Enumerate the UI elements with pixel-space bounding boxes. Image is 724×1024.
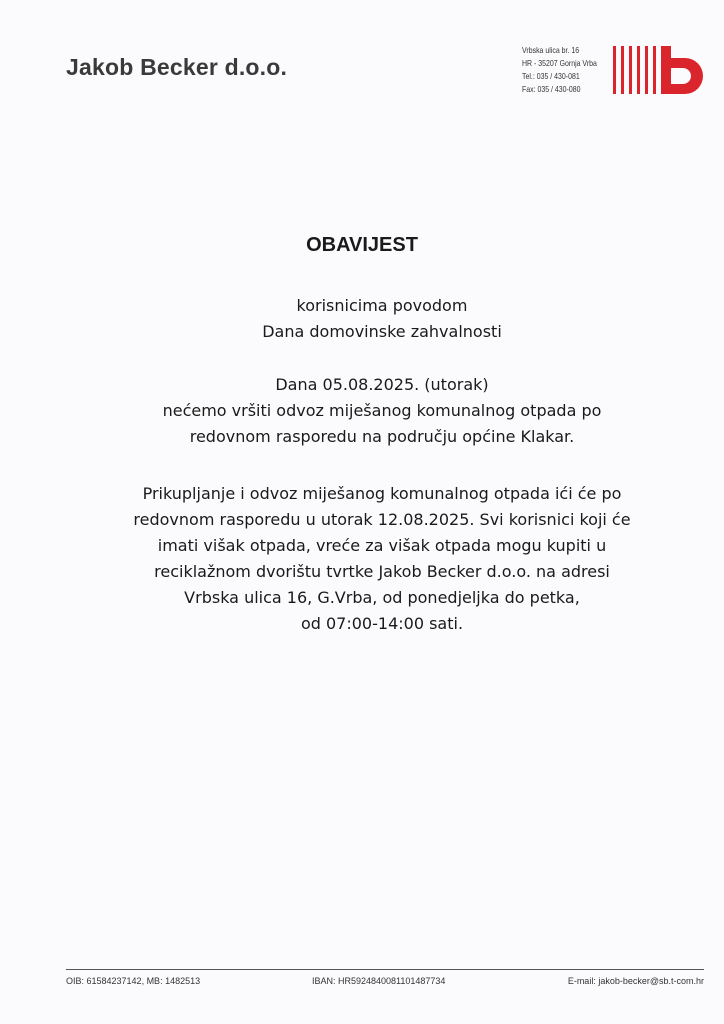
company-address: [522, 44, 597, 96]
date-line: nećemo vršiti odvoz miješanog komunalnog otpada po: [162, 401, 602, 420]
info-line: imati višak otpada, vreće za višak otpada mogu kupiti u: [157, 536, 607, 555]
footer-company-ids: OIB: 61584237142, MB: 1482513: [66, 976, 201, 986]
address-line: Tel.: 035 / 430-081: [522, 71, 580, 81]
company-logo: [611, 44, 705, 96]
footer-divider: [66, 969, 704, 970]
info-line: Vrbska ulica 16, G.Vrba, od ponedjeljka do petka,: [184, 588, 580, 607]
info-line: reciklažnom dvorištu tvrtke Jakob Becker d.o.o. na adresi: [154, 562, 610, 581]
address-line: HR - 35207 Gornja Vrba: [522, 58, 597, 68]
intro-line: Dana domovinske zahvalnosti: [262, 322, 502, 341]
info-line: Prikupljanje i odvoz miješanog komunalnog otpada ići će po: [142, 484, 622, 503]
address-line: Fax: 035 / 430-080: [522, 84, 581, 94]
notice-intro: [60, 293, 704, 345]
info-line: od 07:00-14:00 sati.: [300, 614, 464, 633]
company-name: Jakob Becker d.o.o.: [66, 54, 288, 80]
notice-info-paragraph: [60, 481, 704, 637]
footer-iban: IBAN: HR5924840081101487734: [312, 976, 446, 986]
notice-date-paragraph: [60, 372, 704, 450]
footer-email: E-mail: jakob-becker@sb.t-com.hr: [567, 976, 704, 986]
address-line: Vrbska ulica br. 16: [522, 45, 580, 55]
date-line: Dana 05.08.2025. (utorak): [275, 375, 489, 394]
notice-title: OBAVIJEST: [306, 234, 418, 256]
date-line: redovnom rasporedu na području općine Klakar.: [189, 427, 575, 446]
intro-line: korisnicima povodom: [296, 296, 468, 315]
info-line: redovnom rasporedu u utorak 12.08.2025. Svi korisnici koji će: [133, 510, 631, 529]
